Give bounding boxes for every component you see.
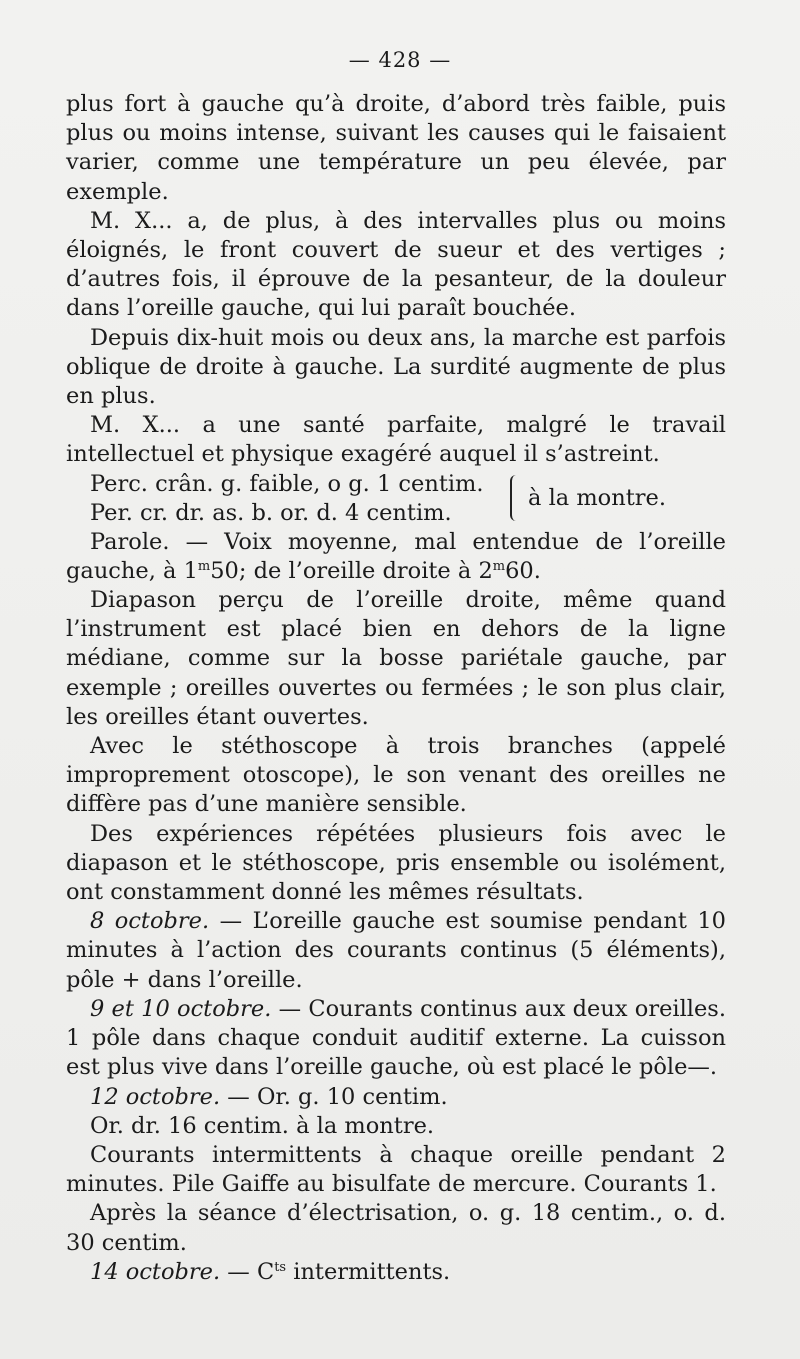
body-text [66,90,726,1287]
measurement-right: Per. cr. dr. as. b. or. d. 4 centim. [90,499,452,526]
paragraph-parole: Parole. — Voix moyenne, mal entendue de l’oreille gauche, à 1$^m$50; de l’oreille droite à 2$^m$60. [66,528,726,584]
entry-date: 12 octobre. [90,1083,221,1110]
paragraph: Diapason perçu de l’oreille droite, même quand l’instrument est placé bien en dehors de la ligne médiane, comme sur la bosse pariétale gauche, par exemple ; oreilles ouvertes ou fermées ; le son plus clair, les oreilles étant ouvertes. [66,587,726,730]
entry-9-10-octobre: 9 et 10 octobre. — Courants continus aux deux oreilles. 1 pôle dans chaque conduit auditif externe. La cuisson est plus vive dans l’oreille gauche, où est placé le pôle—. [66,995,726,1081]
paragraph: M. X... a, de plus, à des intervalles plus ou moins éloignés, le front couvert de sueur et des vertiges ; d’autres fois, il éprouve de la pesanteur, de la douleur dans l’oreille gauche, qui lui paraît bouchée. [66,207,726,322]
paragraph: Des expériences répétées plusieurs fois avec le diapason et le stéthoscope, pris ensemble ou isolément, ont constamment donné les mêmes résultats. [66,820,726,906]
brace [510,475,518,521]
paragraph: Après la séance d’électrisation, o. g. 18 centim., o. d. 30 centim. [66,1200,726,1256]
measurement-left: Perc. crân. g. faible, o g. 1 centim. [90,470,484,497]
measurement-note: à la montre. [528,484,666,511]
entry-date: 8 octobre. [90,908,210,935]
paragraph: Courants intermittents à chaque oreille pendant 2 minutes. Pile Gaiffe au bisulfate de mercure. Courants 1. [66,1141,726,1198]
paragraph: Depuis dix-huit mois ou deux ans, la marche est parfois oblique de droite à gauche. La surdité augmente de plus en plus. [66,324,726,410]
entry-12-octobre: 12 octobre. — Or. g. 10 centim. [90,1083,448,1110]
paragraph: plus fort à gauche qu’à droite, d’abord très faible, puis plus ou moins intense, suivant les causes qui le faisaient varier, comme une température un peu élevée, par exemple. [66,91,726,205]
entry-8-octobre: 8 octobre. — L’oreille gauche est soumise pendant 10 minutes à l’action des courants continus (5 éléments), pôle + dans l’oreille. [66,908,726,993]
entry-date: 14 octobre. [90,1258,221,1285]
paragraph: M. X... a une santé parfaite, malgré le travail intellectuel et physique exagéré auquel il s’astreint. [66,412,726,468]
entry-date: 9 et 10 octobre. [90,995,272,1022]
entry-14-octobre: 14 octobre. — $C^{ts}$ intermittents. [90,1258,451,1285]
page-number: — 428 — [348,48,452,72]
paragraph: Or. dr. 16 centim. à la montre. [90,1112,435,1139]
hearing-measurements [66,470,726,528]
paragraph: Avec le stéthoscope à trois branches (appelé improprement otoscope), le son venant des oreilles ne diffère pas d’une manière sensible. [66,733,726,818]
